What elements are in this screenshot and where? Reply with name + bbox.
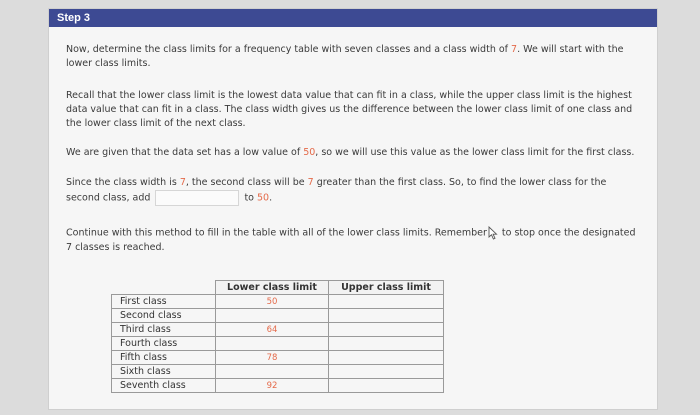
paragraph-continue: Continue with this method to fill in the table with all of the lower class limits. Remember to stop once the designated 7 classes is reached. — [66, 227, 636, 253]
header-lower-class-limit: Lower class limit — [216, 281, 329, 295]
lower-limit-cell[interactable]: 64 — [216, 323, 329, 337]
step-header: Step 3 — [49, 9, 657, 27]
header-blank-cell — [112, 281, 216, 295]
table-row — [112, 365, 444, 379]
upper-limit-cell[interactable] — [329, 295, 444, 309]
upper-limit-cell[interactable] — [329, 337, 444, 351]
class-width-value: 7 — [179, 177, 186, 188]
lower-limit-cell[interactable]: 78 — [216, 351, 329, 365]
table-row — [112, 337, 444, 351]
class-width-value: 7 — [511, 44, 518, 55]
upper-limit-cell[interactable] — [329, 309, 444, 323]
table-row — [112, 379, 444, 393]
lower-limit-cell[interactable] — [216, 365, 329, 379]
table-row — [112, 309, 444, 323]
paragraph-definition: Recall that the lower class limit is the lowest data value that can fit in a class, while the upper class limit is the highest data value that can fit in a class. The class width gives us the difference between the lower class limit of one class and the lower class limit of the next class. — [66, 90, 633, 129]
step-content — [49, 27, 657, 255]
header-upper-class-limit: Upper class limit — [329, 281, 444, 295]
row-label: Fourth class — [112, 337, 216, 351]
row-label: Second class — [112, 309, 216, 323]
lower-limit-cell[interactable]: 50 — [216, 295, 329, 309]
row-label: First class — [112, 295, 216, 309]
lower-limit-cell[interactable] — [216, 337, 329, 351]
row-label: Third class — [112, 323, 216, 337]
paragraph-second-class: Since the class width is 7, the second class will be 7 greater than the first class. So, to find the lower class for the second class, add to 50. — [66, 176, 643, 206]
class-limits-table — [111, 280, 444, 393]
row-label: Sixth class — [112, 365, 216, 379]
low-value: 50 — [303, 147, 316, 158]
solution-step-panel — [48, 8, 658, 410]
upper-limit-cell[interactable] — [329, 379, 444, 393]
row-label: Fifth class — [112, 351, 216, 365]
upper-limit-cell[interactable] — [329, 323, 444, 337]
upper-limit-cell[interactable] — [329, 365, 444, 379]
base-value: 50 — [257, 192, 270, 204]
add-amount-input[interactable] — [155, 190, 239, 206]
table-header-row — [112, 281, 444, 295]
upper-limit-cell[interactable] — [329, 351, 444, 365]
table-row — [112, 351, 444, 365]
table-row — [112, 295, 444, 309]
lower-limit-cell[interactable] — [216, 309, 329, 323]
mouse-pointer-icon — [488, 226, 498, 240]
paragraph-low-value: We are given that the data set has a low value of 50, so we will use this value as the lower class limit for the first class. — [66, 147, 635, 158]
table-row — [112, 323, 444, 337]
paragraph-class-width: Now, determine the class limits for a frequency table with seven classes and a class width of 7. We will start with the lower class limits. — [66, 44, 624, 69]
class-width-value: 7 — [307, 177, 314, 188]
row-label: Seventh class — [112, 379, 216, 393]
lower-limit-cell[interactable]: 92 — [216, 379, 329, 393]
